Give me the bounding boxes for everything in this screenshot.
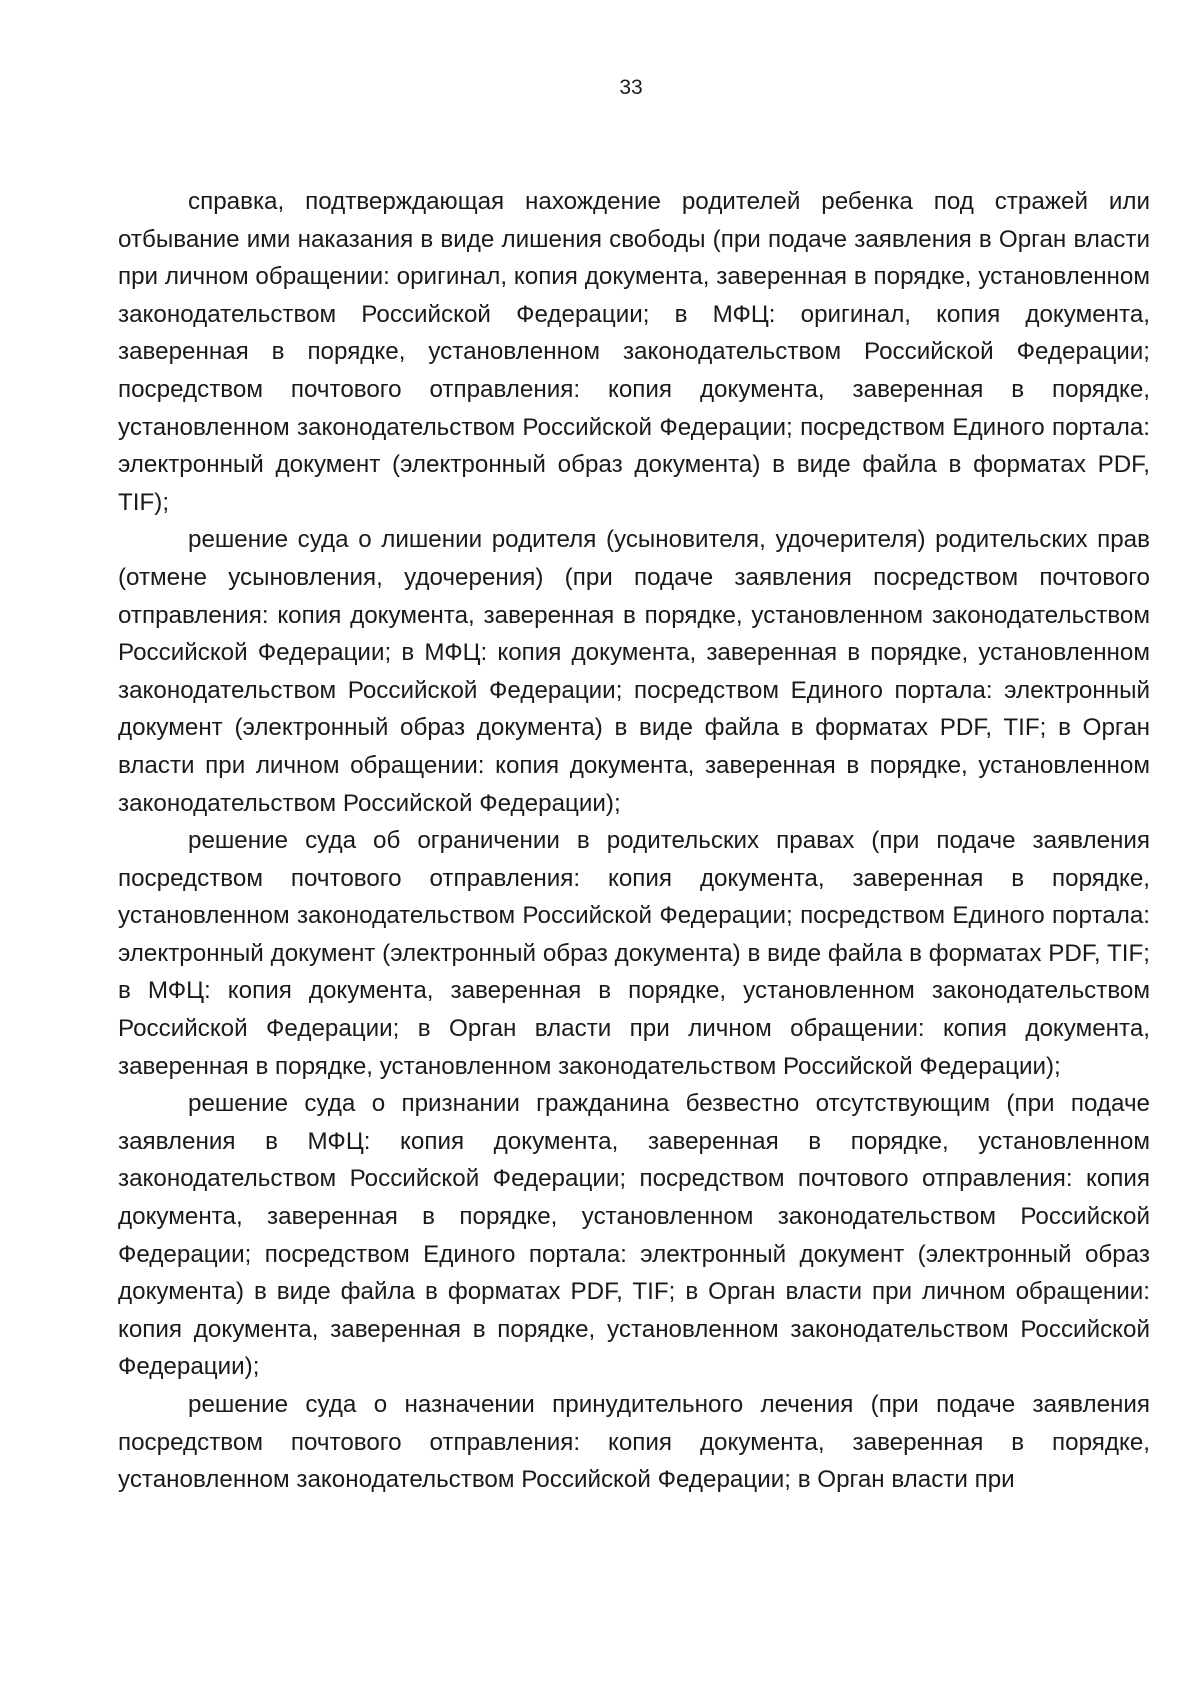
paragraph-deprivation-of-parental-rights: решение суда о лишении родителя (усыновителя, удочерителя) родительских прав (отмене усыновления, удочерения) (при подаче заявления посредством почтового отправления: копия документа, заверенная в порядке, установленном законодательством Российской Федерации; в МФЦ: копия документа, заверенная в порядке, установленном законодательством Российской Федерации; посредством Единого портала: электронный документ (электронный образ документа) в виде файла в форматах PDF, TIF; в Орган власти при личном обращении: копия документа, заверенная в порядке, установленном законодательством Российской Федерации); [118, 526, 1150, 817]
document-body [118, 183, 1150, 1499]
paragraph-compulsory-treatment-ruling: решение суда о назначении принудительного лечения (при подаче заявления посредством почтового отправления: копия документа, заверенная в порядке, установленном законодательством Российской Федерации; в Орган власти при [118, 1391, 1150, 1494]
paragraph-prisoner-parents-certificate: справка, подтверждающая нахождение родителей ребенка под стражей или отбывание ими наказания в виде лишения свободы (при подаче заявления в Орган власти при личном обращении: оригинал, копия документа, заверенная в порядке, установленном законодательством Российской Федерации; в МФЦ: оригинал, копия документа, заверенная в порядке, установленном законодательством Российской Федерации; посредством почтового отправления: копия документа, заверенная в порядке, установленном законодательством Российской Федерации; посредством Единого портала: электронный документ (электронный образ документа) в виде файла в форматах PDF, TIF); [118, 188, 1150, 516]
page-number: 33 [619, 76, 643, 99]
paragraph-restriction-of-parental-rights: решение суда об ограничении в родительских правах (при подаче заявления посредством почтового отправления: копия документа, заверенная в порядке, установленном законодательством Российской Федерации; посредством Единого портала: электронный документ (электронный образ документа) в виде файла в форматах PDF, TIF; в МФЦ: копия документа, заверенная в порядке, установленном законодательством Российской Федерации; в Орган власти при личном обращении: копия документа, заверенная в порядке, установленном законодательством Российской Федерации); [118, 827, 1150, 1080]
paragraph-missing-person-ruling: решение суда о признании гражданина безвестно отсутствующим (при подаче заявления в МФЦ: копия документа, заверенная в порядке, установленном законодательством Российской Федерации; посредством почтового отправления: копия документа, заверенная в порядке, установленном законодательством Российской Федерации; посредством Единого портала: электронный документ (электронный образ документа) в виде файла в форматах PDF, TIF; в Орган власти при личном обращении: копия документа, заверенная в порядке, установленном законодательством Российской Федерации); [118, 1090, 1150, 1381]
